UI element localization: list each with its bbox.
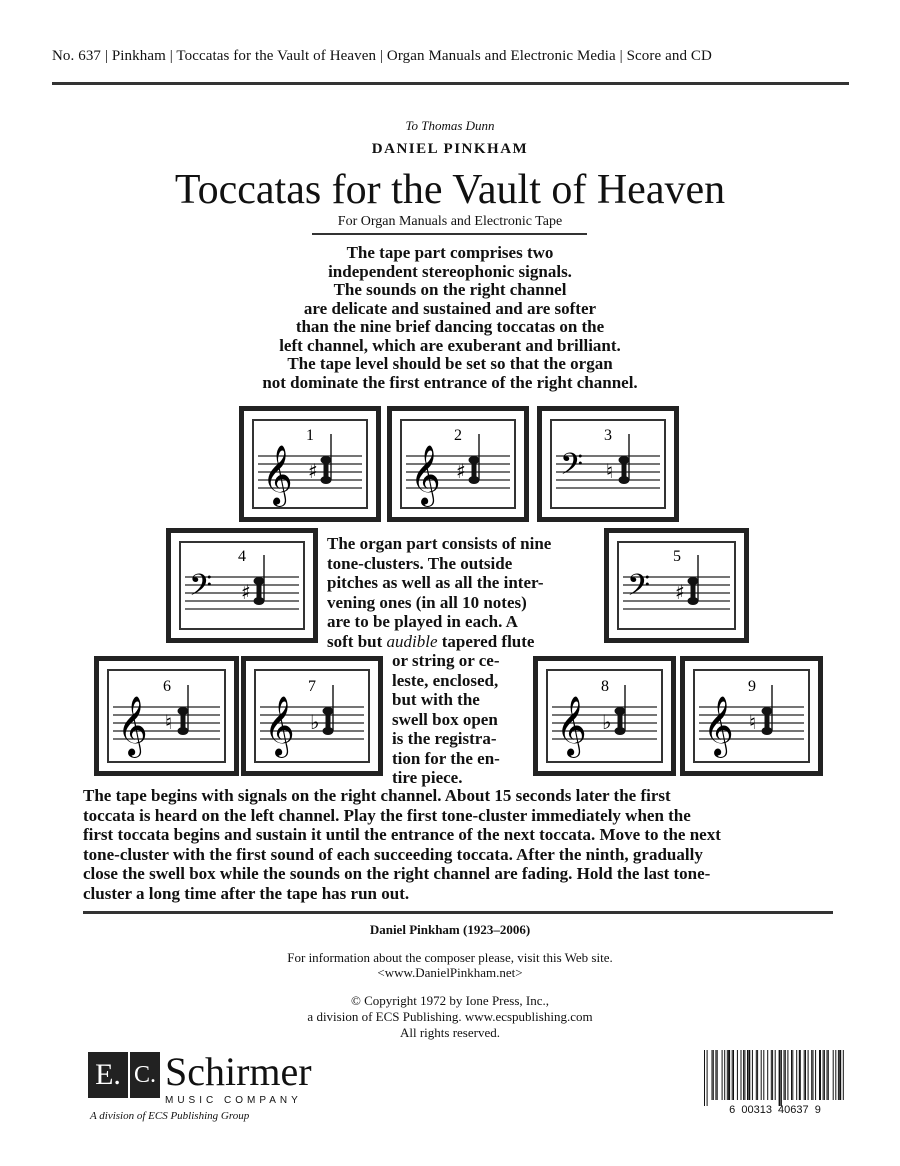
closing-line: close the swell box while the sounds on the right channel are fading. Hold the last tone- [83,864,711,883]
clef-treble: 𝄞 [117,696,148,756]
subtitle-underline [312,233,587,235]
logo-c-box: C. [130,1052,160,1098]
logo-tagline: A division of ECS Publishing Group [90,1110,250,1122]
narrow-line: is the registra- [392,729,497,748]
cluster-notation [246,661,378,771]
accidental: ♭ [310,710,320,734]
barcode-bar [808,1050,809,1100]
clef-treble: 𝄞 [703,696,734,756]
barcode-bar [717,1050,718,1100]
barcode-bar [823,1050,824,1100]
emphasis-audible: audible [386,631,438,651]
closing-line: tone-cluster with the first sound of each succeeding toccata. After the ninth, gradually [83,844,703,864]
catalog-line: No. 637 | Pinkham | Toccatas for the Vault of Heaven | Organ Manuals and Electronic Media | Score and CD [52,48,712,64]
cluster-box-4 [166,528,318,643]
intro-line: The tape level should be set so that the organ [287,354,613,373]
cluster-number: 2 [454,427,462,444]
barcode-bar [815,1050,816,1100]
cluster-box-1 [239,406,381,522]
intro-line: left channel, which are exuberant and brilliant. [279,335,621,355]
composer-name: DANIEL PINKHAM [371,141,529,157]
barcode-bar [724,1050,725,1100]
barcode-bar [843,1050,844,1100]
intro-text [150,244,750,392]
barcode-bar [791,1050,792,1100]
barcode-bar [741,1050,742,1100]
cluster-notation [392,411,524,517]
narrow-line: leste, enclosed, [392,670,499,690]
barcode-bar [839,1050,841,1100]
cluster-box-2 [387,406,529,522]
closing-line: toccata is heard on the left channel. Play the first tone-cluster immediately when the [83,805,691,825]
barcode-bar [833,1050,834,1100]
barcode-bar [763,1050,764,1100]
info-line: For information about the composer please, visit this Web site. [287,950,613,965]
cluster-number: 3 [604,427,612,444]
cluster-box-9 [680,656,823,776]
narrow-line: tire piece. [392,768,463,787]
narrow-text [392,651,524,788]
barcode-bar [775,1050,776,1100]
barcode-bar [747,1050,748,1100]
cluster-notation [244,411,376,517]
barcode-bar [827,1050,828,1100]
barcode-bar [819,1050,821,1100]
barcode-bar [704,1050,705,1106]
barcode-bar [722,1050,723,1100]
barcode-bar [804,1050,805,1100]
accidental: ♯ [456,459,466,483]
copyright: © Copyright 1972 by Ione Press, Inc., [351,993,549,1008]
closing-text [83,786,833,903]
barcode-bar [712,1050,713,1100]
cluster-notation [538,661,671,771]
intro-line: independent stereophonic signals. [328,261,572,281]
accidental: ♭ [602,710,612,734]
barcode-bar [748,1050,750,1100]
organ-line: The organ part consists of nine [327,534,552,553]
cluster-number: 4 [238,548,246,565]
accidental: ♮ [606,459,614,483]
clef-treble: 𝄞 [264,696,295,756]
clef-treble: 𝄞 [556,696,587,756]
closing-rule [83,911,833,914]
composer-dates: Daniel Pinkham (1923–2006) [369,922,531,937]
cluster-box-7 [241,656,383,776]
barcode-bar [828,1050,829,1100]
barcode-digits: 6 00313 40637 9 [729,1104,821,1116]
barcode-bar [805,1050,806,1100]
narrow-line: swell box open [392,709,498,729]
cluster-number: 6 [163,678,171,695]
website-link[interactable]: <www.DanielPinkham.net> [377,965,523,980]
cluster-box-8 [533,656,676,776]
barcode-bar [792,1050,793,1100]
closing-line: cluster a long time after the tape has run out. [83,883,410,903]
barcode-bar [752,1050,753,1100]
barcode-bar [737,1050,738,1100]
narrow-line: but with the [392,690,480,709]
barcode-bar [743,1050,744,1100]
barcode-bar [728,1050,730,1100]
clef-bass: 𝄢 [627,569,651,610]
logo-name: Schirmer [165,1049,312,1094]
clef-bass: 𝄢 [560,448,584,489]
accidental: ♯ [241,580,251,604]
organ-line: soft but audible tapered flute [327,631,535,651]
logo-e-box: E. [88,1052,128,1098]
piece-subtitle: For Organ Manuals and Electronic Tape [337,214,563,229]
rights-line: All rights reserved. [399,1025,500,1040]
narrow-line: tion for the en- [392,748,500,768]
barcode-bar [771,1050,772,1100]
barcode-bar [835,1050,836,1100]
barcode-bar [838,1050,839,1100]
header-rule [52,82,849,85]
barcode-bar [761,1050,762,1100]
cluster-notation [99,661,234,771]
intro-line: are delicate and sustained and are softer [303,298,597,318]
cluster-notation [542,411,674,517]
clef-treble: 𝄞 [262,445,293,505]
barcode-bar [799,1050,801,1100]
cluster-notation [685,661,818,771]
barcode-bar [733,1050,734,1100]
barcode-bar [772,1050,773,1100]
cluster-number: 8 [601,678,609,695]
barcode-bar [715,1050,716,1100]
barcode-bar [744,1050,745,1100]
intro-line: not dominate the first entrance of the right channel. [262,372,638,392]
accidental: ♮ [165,710,173,734]
barcode-bar [756,1050,757,1100]
cluster-box-6 [94,656,239,776]
organ-line: tone-clusters. The outside [327,553,513,573]
barcode-bar [796,1050,797,1100]
logo-sub: MUSIC COMPANY [165,1095,302,1106]
barcode-bar [727,1050,728,1100]
narrow-line: or string or ce- [392,651,500,670]
cluster-number: 7 [308,678,316,695]
barcode-bar [787,1050,788,1100]
organ-line: pitches as well as all the inter- [327,573,544,592]
barcode-bar [813,1050,814,1100]
organ-text [327,534,592,651]
cluster-notation [171,533,313,638]
accidental: ♮ [749,710,757,734]
barcode-bar [785,1050,786,1100]
barcode-bar [732,1050,733,1100]
barcode-bar [824,1050,825,1100]
barcode-bar [811,1050,812,1100]
cluster-box-5 [604,528,749,643]
accidental: ♯ [308,459,318,483]
barcode-bar [779,1050,781,1106]
cluster-number: 1 [306,427,314,444]
barcode-bar [784,1050,785,1100]
cluster-notation [609,533,744,638]
division-line: a division of ECS Publishing. www.ecspublishing.com [307,1009,593,1024]
cluster-number: 5 [673,548,681,565]
clef-treble: 𝄞 [410,445,441,505]
closing-line: The tape begins with signals on the right channel. About 15 seconds later the first [83,786,671,805]
barcode-bar [713,1050,714,1100]
intro-line: The sounds on the right channel [333,280,567,299]
closing-line: first toccata begins and sustain it until the entrance of the next toccata. Move to the next [83,825,721,844]
intro-line: The tape part comprises two [346,243,554,262]
cluster-number: 9 [748,678,756,695]
dedication: To Thomas Dunn [405,118,495,133]
cluster-box-3 [537,406,679,522]
organ-line: vening ones (in all 10 notes) [327,592,527,612]
barcode-bar [707,1050,708,1106]
barcode-bar [767,1050,768,1100]
barcode-bar [757,1050,758,1100]
intro-line: than the nine brief dancing toccatas on the [295,317,605,336]
accidental: ♯ [675,580,685,604]
clef-bass: 𝄢 [189,569,213,610]
piece-title: Toccatas for the Vault of Heaven [174,167,726,213]
organ-line: are to be played in each. A [327,612,518,631]
barcode-bar [781,1050,782,1106]
